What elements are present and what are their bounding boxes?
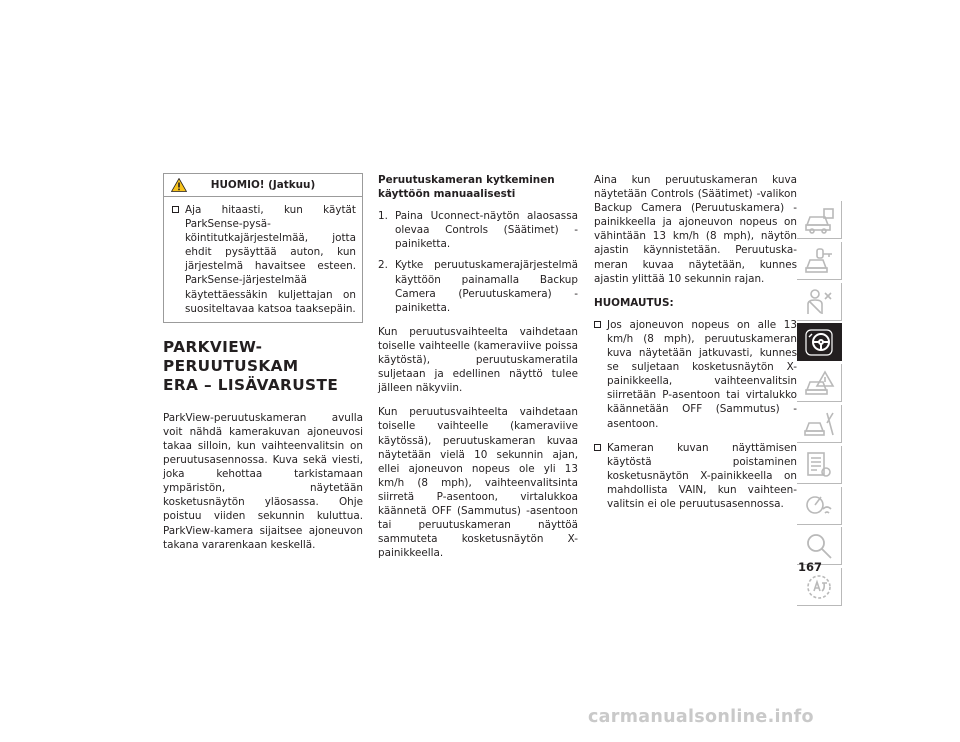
section-intro: ParkView-peruutuskameran avulla voit nähdä kamerakuvan ajoneuvosi takaa silloin, kun vaihteenvalitsin on peruutusasennossa. Kuva sekä viesti, joka kehottaa tarkistamaan ympäristön, näytetään kosketusnäytön yläosassa. Ohje poistuu viiden sekunnin kuluttua. ParkView-kamera sijaitsee ajoneuvon takana vararenkaan keskellä. bbox=[163, 411, 363, 551]
tab-car-info[interactable] bbox=[797, 201, 842, 239]
column-right bbox=[594, 173, 797, 521]
note-item bbox=[594, 318, 797, 431]
caution-box bbox=[163, 173, 363, 323]
multimedia-icon bbox=[803, 491, 835, 521]
column-left bbox=[163, 173, 363, 562]
caution-body bbox=[164, 197, 362, 322]
technical-specs-icon bbox=[803, 450, 835, 480]
steering-wheel-icon bbox=[803, 327, 835, 357]
step-number: 2. bbox=[378, 259, 388, 272]
note-text: Kameran kuvan näyttämisen käytöstä poistaminen kosketusnäytön X-painikkeella on mahdollista VAIN, kun vaihteenvalitsin ei ole peruutusasennossa. bbox=[607, 441, 797, 510]
paragraph: Aina kun peruutuskameran kuva näytetään Controls (Säätimet) -valikon Backup Camera (Peruutuskamera) -painikkeella ja ajoneuvon nopeus on vähintään 13 km/h (8 mph), näytön ajastin käynnistetään. Peruutuskameran kuvaa näytetään, kunnes ajastin ylittää 10 sekunnin rajan. bbox=[594, 174, 797, 285]
search-index-icon bbox=[803, 531, 835, 561]
section-title bbox=[163, 338, 363, 395]
note-heading: HUOMAUTUS: bbox=[594, 296, 674, 309]
tab-keys[interactable] bbox=[797, 242, 842, 280]
car-keys-icon bbox=[803, 246, 835, 276]
note-item bbox=[594, 441, 797, 511]
step-item bbox=[378, 209, 578, 251]
seatbelt-safety-icon bbox=[803, 287, 835, 317]
tab-technical-specs[interactable] bbox=[797, 446, 842, 484]
caution-title: HUOMIO! (Jatkuu) bbox=[210, 179, 316, 191]
chapter-tabs bbox=[797, 201, 842, 609]
warning-lights-icon bbox=[803, 368, 835, 398]
caution-bullet bbox=[172, 203, 356, 316]
car-info-icon bbox=[803, 205, 835, 235]
paragraph: Kun peruutusvaihteelta vaihdetaan toiselle vaihteelle (kameraviive käytössä), peruutuskameran kuvaa näytetään vielä 10 sekunnin ajan, ellei ajoneuvon nopeus ole yli 13 km/h (8 mph), vaihteenvalitsinta siirretä P-asentoon, virtalukkoa käännetä OFF (Sammutus) -asentoon tai peruutuskameran näyttöä sammuteta kosketusnäytön X-painikkeella. bbox=[378, 406, 578, 560]
square-bullet-icon bbox=[594, 444, 601, 451]
manual-activation-heading: Peruutuskameran kytkeminen käyttöön manuaalisesti bbox=[378, 174, 555, 201]
square-bullet-icon bbox=[594, 321, 601, 328]
paragraph: Kun peruutusvaihteelta vaihdetaan toiselle vaihteelle (kameraviive poissa käytöstä), peruutuskameratila suljetaan ja edellinen näyttö tulee jälleen näkyviin. bbox=[378, 325, 578, 395]
tab-service[interactable] bbox=[797, 405, 842, 443]
tab-warning-lights[interactable] bbox=[797, 364, 842, 402]
language-icon bbox=[803, 572, 835, 602]
note-text: Jos ajoneuvon nopeus on alle 13 km/h (8 mph), peruutuskameran kuva näytetään jatkuvasti, kunnes se suljetaan kosketusnäytön X-painikkeella, vaihteenvalitsin siirretään P-asentoon tai virtalukko käännetään OFF (Sammutus) -asentoon. bbox=[607, 318, 797, 430]
step-text: Kytke peruutuskamerajärjestelmä käyttöön painamalla Backup Camera (Peruutuskamera) -painiketta. bbox=[395, 259, 578, 314]
caution-text: Aja hitaasti, kun käytät ParkSense-pysäköintitutkajärjestelmää, jotta ehdit pysäyttää auton, kun järjestelmä havaitsee esteen. ParkSense-järjestelmää käytettäessäkin kuljettajan on suositeltavaa katsoa taaksepäin. bbox=[185, 204, 356, 315]
square-bullet-icon bbox=[172, 206, 179, 213]
page-number: 167 bbox=[798, 560, 823, 574]
column-middle bbox=[378, 173, 578, 570]
step-number: 1. bbox=[378, 210, 388, 223]
caution-header bbox=[164, 174, 362, 197]
section-title-line2: ERA – LISÄVARUSTE bbox=[163, 375, 339, 394]
tab-starting-operating[interactable] bbox=[797, 323, 842, 361]
step-text: Paina Uconnect-näytön alaosassa olevaa Controls (Säätimet) -painiketta. bbox=[395, 210, 578, 251]
watermark: carmanualsonline.info bbox=[588, 707, 814, 727]
step-item bbox=[378, 258, 578, 314]
service-tools-icon bbox=[803, 409, 835, 439]
tab-multimedia[interactable] bbox=[797, 487, 842, 525]
tab-safety[interactable] bbox=[797, 283, 842, 321]
section-title-line1: PARKVIEW-PERUUTUSKAM bbox=[163, 337, 299, 375]
note-list bbox=[594, 318, 797, 511]
